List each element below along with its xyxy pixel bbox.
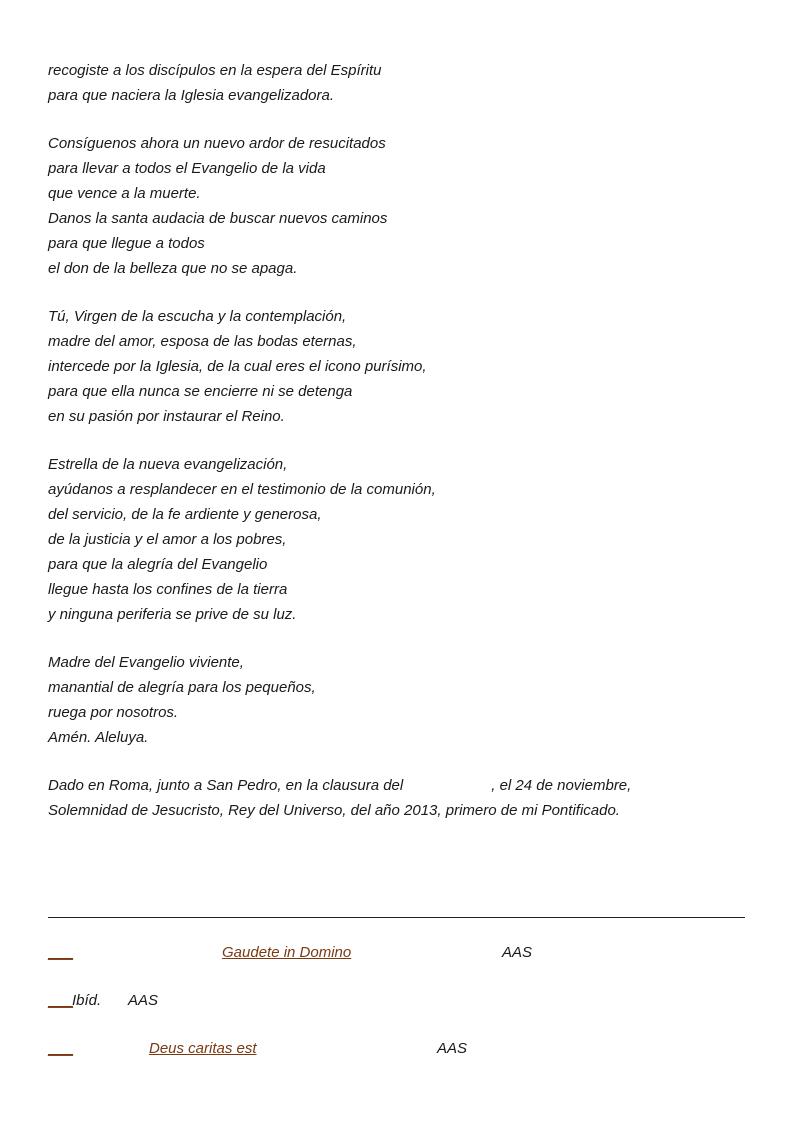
verse-line: Consíguenos ahora un nuevo ardor de resucitados — [48, 135, 386, 152]
stanza-1 — [48, 58, 745, 108]
verse-line: intercede por la Iglesia, de la cual eres el icono purísimo, — [48, 358, 427, 375]
verse-line: recogiste a los discípulos en la espera del Espíritu — [48, 62, 382, 79]
footnote-marker[interactable]: ___ — [48, 944, 74, 961]
verse-line: manantial de alegría para los pequeños, — [48, 679, 316, 696]
footnote-source: AAS — [502, 944, 533, 961]
verse-line: para que llegue a todos — [48, 235, 205, 252]
verse-line: para que naciera la Iglesia evangelizadora. — [48, 87, 335, 104]
verse-line: para que la alegría del Evangelio — [48, 556, 268, 573]
verse-line: Danos la santa audacia de buscar nuevos caminos — [48, 210, 388, 227]
footnote-source: AAS — [437, 1040, 468, 1057]
footnote-marker[interactable]: ___ — [48, 992, 74, 1009]
verse-line: madre del amor, esposa de las bodas eternas, — [48, 333, 357, 350]
verse-line: Tú, Virgen de la escucha y la contemplación, — [48, 308, 347, 325]
stanza-2 — [48, 131, 745, 281]
verse-line: del servicio, de la fe ardiente y generosa, — [48, 506, 322, 523]
verse-line: de la justicia y el amor a los pobres, — [48, 531, 287, 548]
signature-line-1-end: , el 24 de noviembre, — [491, 777, 632, 794]
signature-line-2: Solemnidad de Jesucristo, Rey del Universo, del año 2013, primero de mi Pontificado. — [48, 802, 620, 819]
footnote-source: AAS — [128, 992, 159, 1009]
footnote-link-deus-caritas[interactable]: Deus caritas est — [149, 1040, 257, 1057]
verse-line: ruega por nosotros. — [48, 704, 179, 721]
verse-line: para llevar a todos el Evangelio de la vida — [48, 160, 326, 177]
verse-line: Amén. Aleluya. — [48, 729, 149, 746]
signature-line-1-start: Dado en Roma, junto a San Pedro, en la clausura del — [48, 777, 404, 794]
stanza-3 — [48, 304, 745, 429]
footnote-1 — [48, 942, 745, 964]
footnote-link-gaudete[interactable]: Gaudete in Domino — [222, 944, 352, 961]
verse-line: el don de la belleza que no se apaga. — [48, 260, 298, 277]
prayer-text — [48, 58, 745, 846]
footnote-2 — [48, 990, 745, 1012]
signature-line-1 — [48, 773, 745, 798]
footnote-marker[interactable]: ___ — [48, 1040, 74, 1057]
verse-line: y ninguna periferia se prive de su luz. — [48, 606, 297, 623]
stanza-5 — [48, 650, 745, 750]
verse-line: para que ella nunca se encierre ni se detenga — [48, 383, 353, 400]
signature-block — [48, 773, 745, 823]
verse-line: llegue hasta los confines de la tierra — [48, 581, 288, 598]
verse-line: ayúdanos a resplandecer en el testimonio de la comunión, — [48, 481, 436, 498]
verse-line: que vence a la muerte. — [48, 185, 201, 202]
footnote-3 — [48, 1038, 745, 1060]
footnote-divider — [48, 917, 745, 918]
stanza-4 — [48, 452, 745, 627]
verse-line: en su pasión por instaurar el Reino. — [48, 408, 285, 425]
verse-line: Estrella de la nueva evangelización, — [48, 456, 288, 473]
footnote-text: Ibíd. — [72, 992, 102, 1009]
verse-line: Madre del Evangelio viviente, — [48, 654, 244, 671]
